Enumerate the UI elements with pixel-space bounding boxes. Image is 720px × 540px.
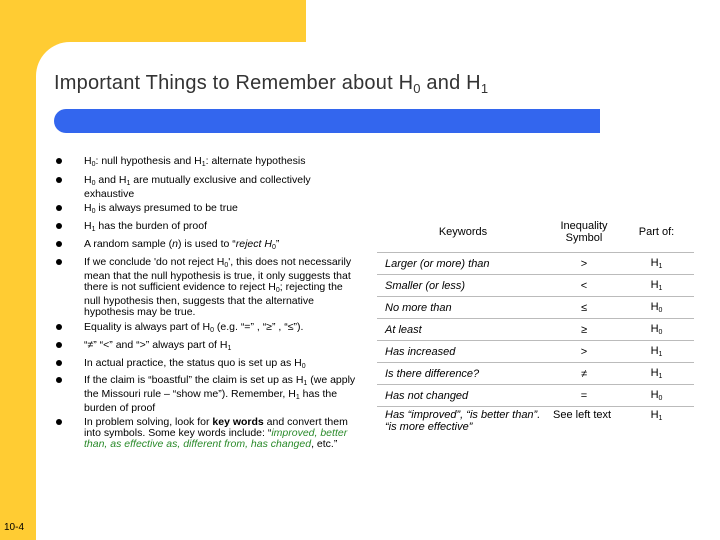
symbol-cell: ≠ — [549, 363, 619, 385]
keyword-cell: No more than — [377, 297, 549, 319]
bullet-dot-icon — [56, 419, 62, 425]
bullet-dot-icon — [56, 377, 62, 383]
hypothesis-cell: $H_1$ — [619, 275, 694, 297]
table-row — [377, 297, 694, 319]
slide-title: Important Things to Remember about $H_0$ and $H_1$ — [54, 72, 489, 96]
symbol-cell: = — [549, 385, 619, 407]
keyword-cell: At least — [377, 319, 549, 341]
page-number: 10-4 — [4, 522, 25, 533]
bullet-item: In actual practice, the status quo is set up as $H_0$ — [56, 358, 356, 372]
header-keywords: Keywords — [438, 226, 488, 238]
bullet-item: If the claim is “boastful” the claim is set up as $H_1$ (we apply the Missouri rule – “show me”). Remember, $H_1$ has the burden of proof — [56, 375, 356, 414]
symbol-cell: > — [549, 341, 619, 363]
header-part-of: Part of: — [638, 226, 675, 238]
keyword-cell: Smaller (or less) — [377, 275, 549, 297]
bullet-item: $H_1$ has the burden of proof — [56, 221, 356, 235]
hypothesis-cell: $H_1$ — [619, 407, 694, 450]
hypothesis-cell: $H_0$ — [619, 319, 694, 341]
header-inequality-symbol: Inequality Symbol — [560, 220, 608, 244]
bullet-item: Equality is always part of $H_0$ (e.g. “=” , “≥” , “≤”). — [56, 322, 356, 336]
table-row — [377, 319, 694, 341]
keyword-cell: Has increased — [377, 341, 549, 363]
hypothesis-cell: $H_1$ — [619, 363, 694, 385]
bullet-dot-icon — [56, 360, 62, 366]
hypothesis-cell: $H_1$ — [619, 341, 694, 363]
symbol-cell: See left text — [549, 407, 619, 450]
table-header-row — [377, 212, 694, 253]
bullet-item: In problem solving, look for key words and convert them into symbols. Some key words include: “improved, better than, as effective as, different from, has changed, etc.” — [56, 417, 356, 450]
keywords-table — [377, 212, 694, 449]
bullet-dot-icon — [56, 342, 62, 348]
table-row — [377, 341, 694, 363]
hypothesis-cell: $H_1$ — [619, 253, 694, 275]
bullet-item: $H_0$: null hypothesis and $H_1$: alternate hypothesis — [56, 156, 356, 170]
table-row — [377, 385, 694, 407]
table-row — [377, 275, 694, 297]
table-row — [377, 363, 694, 385]
symbol-cell: > — [549, 253, 619, 275]
bullet-item: A random sample (n) is used to “reject $H_0$” — [56, 239, 356, 253]
bullet-item: “≠” “<” and “>” always part of $H_1$ — [56, 340, 356, 354]
keyword-cell: Has “improved”, “is better than”. “is more effective” — [377, 407, 549, 450]
bullet-item: $H_0$ and $H_1$ are mutually exclusive and collectively exhaustive — [56, 175, 356, 200]
bullet-dot-icon — [56, 177, 62, 183]
table-row — [377, 253, 694, 275]
keyword-cell: Has not changed — [377, 385, 549, 407]
title-underline-bar — [54, 109, 600, 133]
bullet-list — [56, 156, 356, 450]
symbol-cell: ≤ — [549, 297, 619, 319]
hypothesis-cell: $H_0$ — [619, 297, 694, 319]
bullet-dot-icon — [56, 205, 62, 211]
bullet-item: If we conclude 'do not reject $H_0'$, this does not necessarily mean that the null hypothesis is true, it only suggests that there is not sufficient evidence to reject $H_0$; rejecting the null hypothesis then, suggests that the alternative hypothesis may be true. — [56, 257, 356, 318]
table-row — [377, 407, 694, 450]
bullet-item: $H_0$ is always presumed to be true — [56, 203, 356, 217]
bullet-dot-icon — [56, 241, 62, 247]
hypothesis-cell: $H_0$ — [619, 385, 694, 407]
symbol-cell: ≥ — [549, 319, 619, 341]
symbol-cell: < — [549, 275, 619, 297]
bullet-dot-icon — [56, 324, 62, 330]
keyword-cell: Is there difference? — [377, 363, 549, 385]
bullet-dot-icon — [56, 223, 62, 229]
keyword-cell: Larger (or more) than — [377, 253, 549, 275]
bullet-dot-icon — [56, 259, 62, 265]
bullet-dot-icon — [56, 158, 62, 164]
